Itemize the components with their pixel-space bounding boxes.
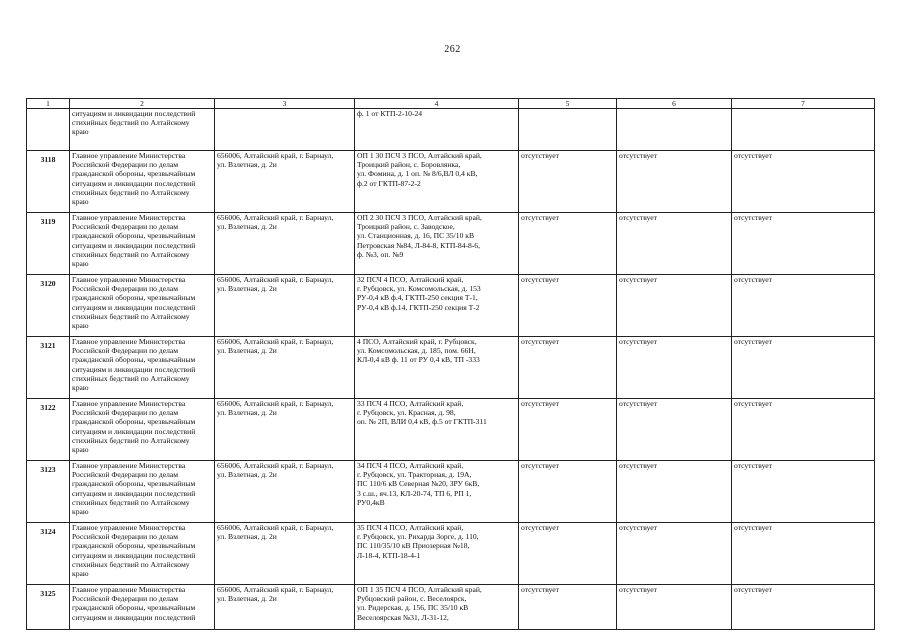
owner-cell-line: Главное управление Министерства	[72, 461, 186, 470]
object-cell-line: РУ-0,4 кВ ф.14, ГКТП-250 секция Т-2	[357, 302, 480, 312]
owner-cell-line: ситуациям и ликвидации последствий	[72, 240, 196, 250]
object-cell	[355, 213, 519, 275]
object-cell-line: ул. Фомина, д. 1 оп. № 8/6,ВЛ 0,4 кВ,	[357, 169, 478, 179]
address-cell	[215, 337, 355, 399]
address-cell-line: 656006, Алтайский край, г. Барнаул,	[217, 461, 334, 470]
object-cell-line: г. Рубцовск, ул. Тракторная, д. 19А,	[357, 470, 472, 480]
owner-cell-line: стихийных бедствий по Алтайскому	[72, 249, 190, 259]
column-5-cell: отсутствует	[519, 585, 617, 630]
object-cell	[355, 585, 519, 630]
row-number-cell	[27, 109, 70, 151]
column-6-cell: отсутствует	[617, 275, 732, 337]
owner-cell-line: Главное управление Министерства	[72, 275, 186, 284]
owner-cell-line: гражданской обороны, чрезвычайным	[72, 355, 196, 365]
owner-cell	[70, 461, 215, 523]
address-cell	[215, 275, 355, 337]
column-5-cell: отсутствует	[519, 275, 617, 337]
column-7-cell: отсутствует	[732, 461, 875, 523]
object-cell-line: ф. №3, оп. №9	[357, 249, 404, 259]
row-number-cell: 3123	[27, 461, 70, 523]
object-cell	[355, 109, 519, 151]
owner-cell-line: ситуациям и ликвидации последствий	[72, 426, 196, 436]
column-6-cell: отсутствует	[617, 461, 732, 523]
owner-cell-line: гражданской обороны, чрезвычайным	[72, 169, 196, 179]
owner-cell	[70, 213, 215, 275]
owner-cell-line: Российской Федерации по делам	[72, 532, 179, 542]
owner-cell	[70, 109, 215, 151]
object-cell	[355, 461, 519, 523]
owner-cell-line: Российской Федерации по делам	[72, 594, 179, 604]
owner-cell-line: Российской Федерации по делам	[72, 470, 179, 480]
object-cell-line: г. Рубцовск, ул. Красная, д. 98,	[357, 408, 456, 418]
column-5-cell: отсутствует	[519, 213, 617, 275]
column-6-cell: отсутствует	[617, 585, 732, 630]
owner-cell-line: ситуациям и ликвидации последствий	[72, 364, 196, 374]
object-cell-line: РУ0,4кВ	[357, 497, 385, 507]
page-number: 262	[444, 44, 461, 55]
owner-cell-line: стихийных бедствий по Алтайскому	[72, 497, 190, 507]
column-5-cell	[519, 109, 617, 151]
object-cell-line: Троицкий район, с. Заводское,	[357, 222, 455, 232]
column-5-cell: отсутствует	[519, 399, 617, 461]
column-7-cell: отсутствует	[732, 523, 875, 585]
table-row	[27, 109, 875, 151]
address-cell-line: 656006, Алтайский край, г. Барнаул,	[217, 275, 334, 284]
object-cell-line: оп. № 2П, ВЛИ 0,4 кВ, ф.5 от ГКТП-311	[357, 417, 487, 427]
owner-cell-line: стихийных бедствий по Алтайскому	[72, 187, 190, 197]
object-cell-line: ул. Ридерская, д. 156, ПС 35/10 кВ	[357, 603, 469, 613]
address-cell-line: ул. Взлетная, д. 2и	[217, 470, 277, 480]
address-cell	[215, 523, 355, 585]
address-cell-line: ул. Взлетная, д. 2и	[217, 594, 277, 604]
object-cell-line: 33 ПСЧ 4 ПСО, Алтайский край,	[357, 399, 464, 408]
object-cell-line: ПС 110/6 кВ Северная №20, ЗРУ 6кВ,	[357, 479, 480, 489]
object-cell-line: ф.2 от ГКТП-87-2-2	[357, 178, 421, 188]
owner-cell-line: Российской Федерации по делам	[72, 408, 179, 418]
column-header-1: 1	[27, 99, 70, 109]
column-header-5: 5	[519, 99, 617, 109]
object-cell	[355, 275, 519, 337]
object-cell-line: Рубцовский район, с. Веселоярск,	[357, 594, 467, 604]
owner-cell-line: ситуациям и ликвидации последствий	[72, 550, 196, 560]
row-number-cell: 3122	[27, 399, 70, 461]
owner-cell-line: Российской Федерации по делам	[72, 284, 179, 294]
owner-cell-line: стихийных бедствий по Алтайскому	[72, 311, 190, 321]
object-cell-line: РУ-0,4 кВ ф.4, ГКТП-250 секция Т-1,	[357, 293, 478, 303]
owner-cell-line: Главное управление Министерства	[72, 523, 186, 532]
owner-cell	[70, 399, 215, 461]
column-header-6: 6	[617, 99, 732, 109]
column-5-cell: отсутствует	[519, 461, 617, 523]
row-number-cell: 3118	[27, 151, 70, 213]
table-row	[27, 399, 875, 461]
row-number-cell: 3121	[27, 337, 70, 399]
address-cell	[215, 151, 355, 213]
address-cell-line: ул. Взлетная, д. 2и	[217, 222, 277, 232]
owner-cell-line: Главное управление Министерства	[72, 151, 186, 160]
column-header-4: 4	[355, 99, 519, 109]
owner-cell-line: ситуациям и ликвидации последствий	[72, 109, 196, 118]
object-cell-line: 4 ПСО, Алтайский край, г. Рубцовск,	[357, 337, 477, 346]
object-cell-line: ОП 1 30 ПСЧ 3 ПСО, Алтайский край,	[357, 151, 482, 160]
table-row	[27, 213, 875, 275]
object-cell-line: г. Рубцовск, ул. Комсомольская, д. 153	[357, 284, 481, 294]
owner-cell-line: Главное управление Министерства	[72, 337, 186, 346]
object-cell-line: 34 ПСЧ 4 ПСО, Алтайский край,	[357, 461, 464, 470]
object-cell-line: ул. Комсомольская, д. 185, пом. 66Н,	[357, 346, 476, 356]
address-cell-line: ул. Взлетная, д. 2и	[217, 346, 277, 356]
owner-cell-line: гражданской обороны, чрезвычайным	[72, 479, 196, 489]
column-6-cell	[617, 109, 732, 151]
owner-cell-line: краю	[72, 445, 89, 455]
object-cell	[355, 151, 519, 213]
owner-cell-line: Главное управление Министерства	[72, 399, 186, 408]
object-cell-line: ф. 1 от КТП-2-10-24	[357, 109, 423, 118]
column-6-cell: отсутствует	[617, 337, 732, 399]
object-cell-line: ОП 1 35 ПСЧ 4 ПСО, Алтайский край,	[357, 585, 482, 594]
table-row	[27, 337, 875, 399]
owner-cell-line: стихийных бедствий по Алтайскому	[72, 559, 190, 569]
column-5-cell: отсутствует	[519, 337, 617, 399]
object-cell-line: 32 ПСЧ 4 ПСО, Алтайский край,	[357, 275, 464, 284]
address-cell	[215, 399, 355, 461]
object-cell-line: Л-18-4, КТП-18-4-1	[357, 550, 421, 560]
owner-cell-line: ситуациям и ликвидации последствий	[72, 612, 196, 622]
object-cell-line: 3 с.ш., яч.13, КЛ-20-74, ТП 6, РП 1,	[357, 488, 472, 498]
column-6-cell: отсутствует	[617, 399, 732, 461]
owner-cell-line: гражданской обороны, чрезвычайным	[72, 293, 196, 303]
owner-cell-line: Главное управление Министерства	[72, 585, 186, 594]
object-cell	[355, 399, 519, 461]
column-6-cell: отсутствует	[617, 523, 732, 585]
column-5-cell: отсутствует	[519, 151, 617, 213]
table-row	[27, 275, 875, 337]
row-number-cell: 3119	[27, 213, 70, 275]
address-cell	[215, 461, 355, 523]
column-header-7: 7	[732, 99, 875, 109]
column-header-3: 3	[215, 99, 355, 109]
column-5-cell: отсутствует	[519, 523, 617, 585]
owner-cell-line: Главное управление Министерства	[72, 213, 186, 222]
column-7-cell: отсутствует	[732, 399, 875, 461]
owner-cell-line: краю	[72, 321, 89, 331]
table-row	[27, 585, 875, 630]
object-cell	[355, 523, 519, 585]
owner-cell-line: стихийных бедствий по Алтайскому	[72, 118, 190, 128]
owner-cell-line: краю	[72, 127, 89, 137]
owner-cell-line: краю	[72, 383, 89, 393]
registry-table	[26, 98, 875, 630]
address-cell	[215, 213, 355, 275]
owner-cell-line: краю	[72, 197, 89, 207]
owner-cell-line: краю	[72, 259, 89, 269]
column-7-cell: отсутствует	[732, 213, 875, 275]
column-7-cell: отсутствует	[732, 151, 875, 213]
address-cell-line: ул. Взлетная, д. 2и	[217, 408, 277, 418]
owner-cell	[70, 275, 215, 337]
object-cell-line: г. Рубцовск, ул. Рихарда Зорге, д. 110,	[357, 532, 479, 542]
address-cell-line: ул. Взлетная, д. 2и	[217, 160, 277, 170]
table-row	[27, 523, 875, 585]
owner-cell-line: краю	[72, 569, 89, 579]
address-cell-line: 656006, Алтайский край, г. Барнаул,	[217, 337, 334, 346]
address-cell-line: ул. Взлетная, д. 2и	[217, 532, 277, 542]
address-cell	[215, 109, 355, 151]
owner-cell	[70, 585, 215, 630]
row-number-cell: 3124	[27, 523, 70, 585]
address-cell	[215, 585, 355, 630]
table-body	[27, 109, 875, 630]
column-header-2: 2	[70, 99, 215, 109]
owner-cell-line: Российской Федерации по делам	[72, 346, 179, 356]
owner-cell-line: стихийных бедствий по Алтайскому	[72, 373, 190, 383]
object-cell-line: ПС 110/35/10 кВ Приозерная №18,	[357, 541, 470, 551]
owner-cell-line: Российской Федерации по делам	[72, 160, 179, 170]
address-cell-line: 656006, Алтайский край, г. Барнаул,	[217, 523, 334, 532]
owner-cell-line: Российской Федерации по делам	[72, 222, 179, 232]
address-cell-line: 656006, Алтайский край, г. Барнаул,	[217, 151, 334, 160]
address-cell-line: ул. Взлетная, д. 2и	[217, 284, 277, 294]
object-cell	[355, 337, 519, 399]
column-7-cell: отсутствует	[732, 337, 875, 399]
owner-cell	[70, 151, 215, 213]
object-cell-line: Троицкий район, с. Боровлянка,	[357, 160, 461, 170]
object-cell-line: Петровская №84, Л-84-8, КТП-84-8-6,	[357, 240, 480, 250]
column-7-cell: отсутствует	[732, 585, 875, 630]
row-number-cell: 3120	[27, 275, 70, 337]
object-cell-line: ОП 2 30 ПСЧ 3 ПСО, Алтайский край,	[357, 213, 482, 222]
object-cell-line: КЛ-0,4 кВ ф. 11 от РУ 0,4 кВ, ТП -333	[357, 355, 480, 365]
address-cell-line: 656006, Алтайский край, г. Барнаул,	[217, 399, 334, 408]
owner-cell-line: гражданской обороны, чрезвычайным	[72, 231, 196, 241]
owner-cell	[70, 523, 215, 585]
owner-cell-line: стихийных бедствий по Алтайскому	[72, 435, 190, 445]
owner-cell-line: гражданской обороны, чрезвычайным	[72, 603, 196, 613]
owner-cell-line: гражданской обороны, чрезвычайным	[72, 417, 196, 427]
owner-cell-line: ситуациям и ликвидации последствий	[72, 302, 196, 312]
address-cell-line: 656006, Алтайский край, г. Барнаул,	[217, 585, 334, 594]
owner-cell-line: ситуациям и ликвидации последствий	[72, 488, 196, 498]
address-cell-line: 656006, Алтайский край, г. Барнаул,	[217, 213, 334, 222]
object-cell-line: ул. Станционная, д. 16, ПС 35/10 кВ	[357, 231, 475, 241]
row-number-cell: 3125	[27, 585, 70, 630]
owner-cell	[70, 337, 215, 399]
column-6-cell: отсутствует	[617, 151, 732, 213]
owner-cell-line: гражданской обороны, чрезвычайным	[72, 541, 196, 551]
object-cell-line: 35 ПСЧ 4 ПСО, Алтайский край,	[357, 523, 464, 532]
column-6-cell: отсутствует	[617, 213, 732, 275]
header-row	[27, 99, 875, 109]
table-row	[27, 461, 875, 523]
owner-cell-line: ситуациям и ликвидации последствий	[72, 178, 196, 188]
column-7-cell: отсутствует	[732, 275, 875, 337]
object-cell-line: Веселоярская №31, Л-31-12,	[357, 612, 449, 622]
column-7-cell	[732, 109, 875, 151]
owner-cell-line: краю	[72, 507, 89, 517]
table-row	[27, 151, 875, 213]
